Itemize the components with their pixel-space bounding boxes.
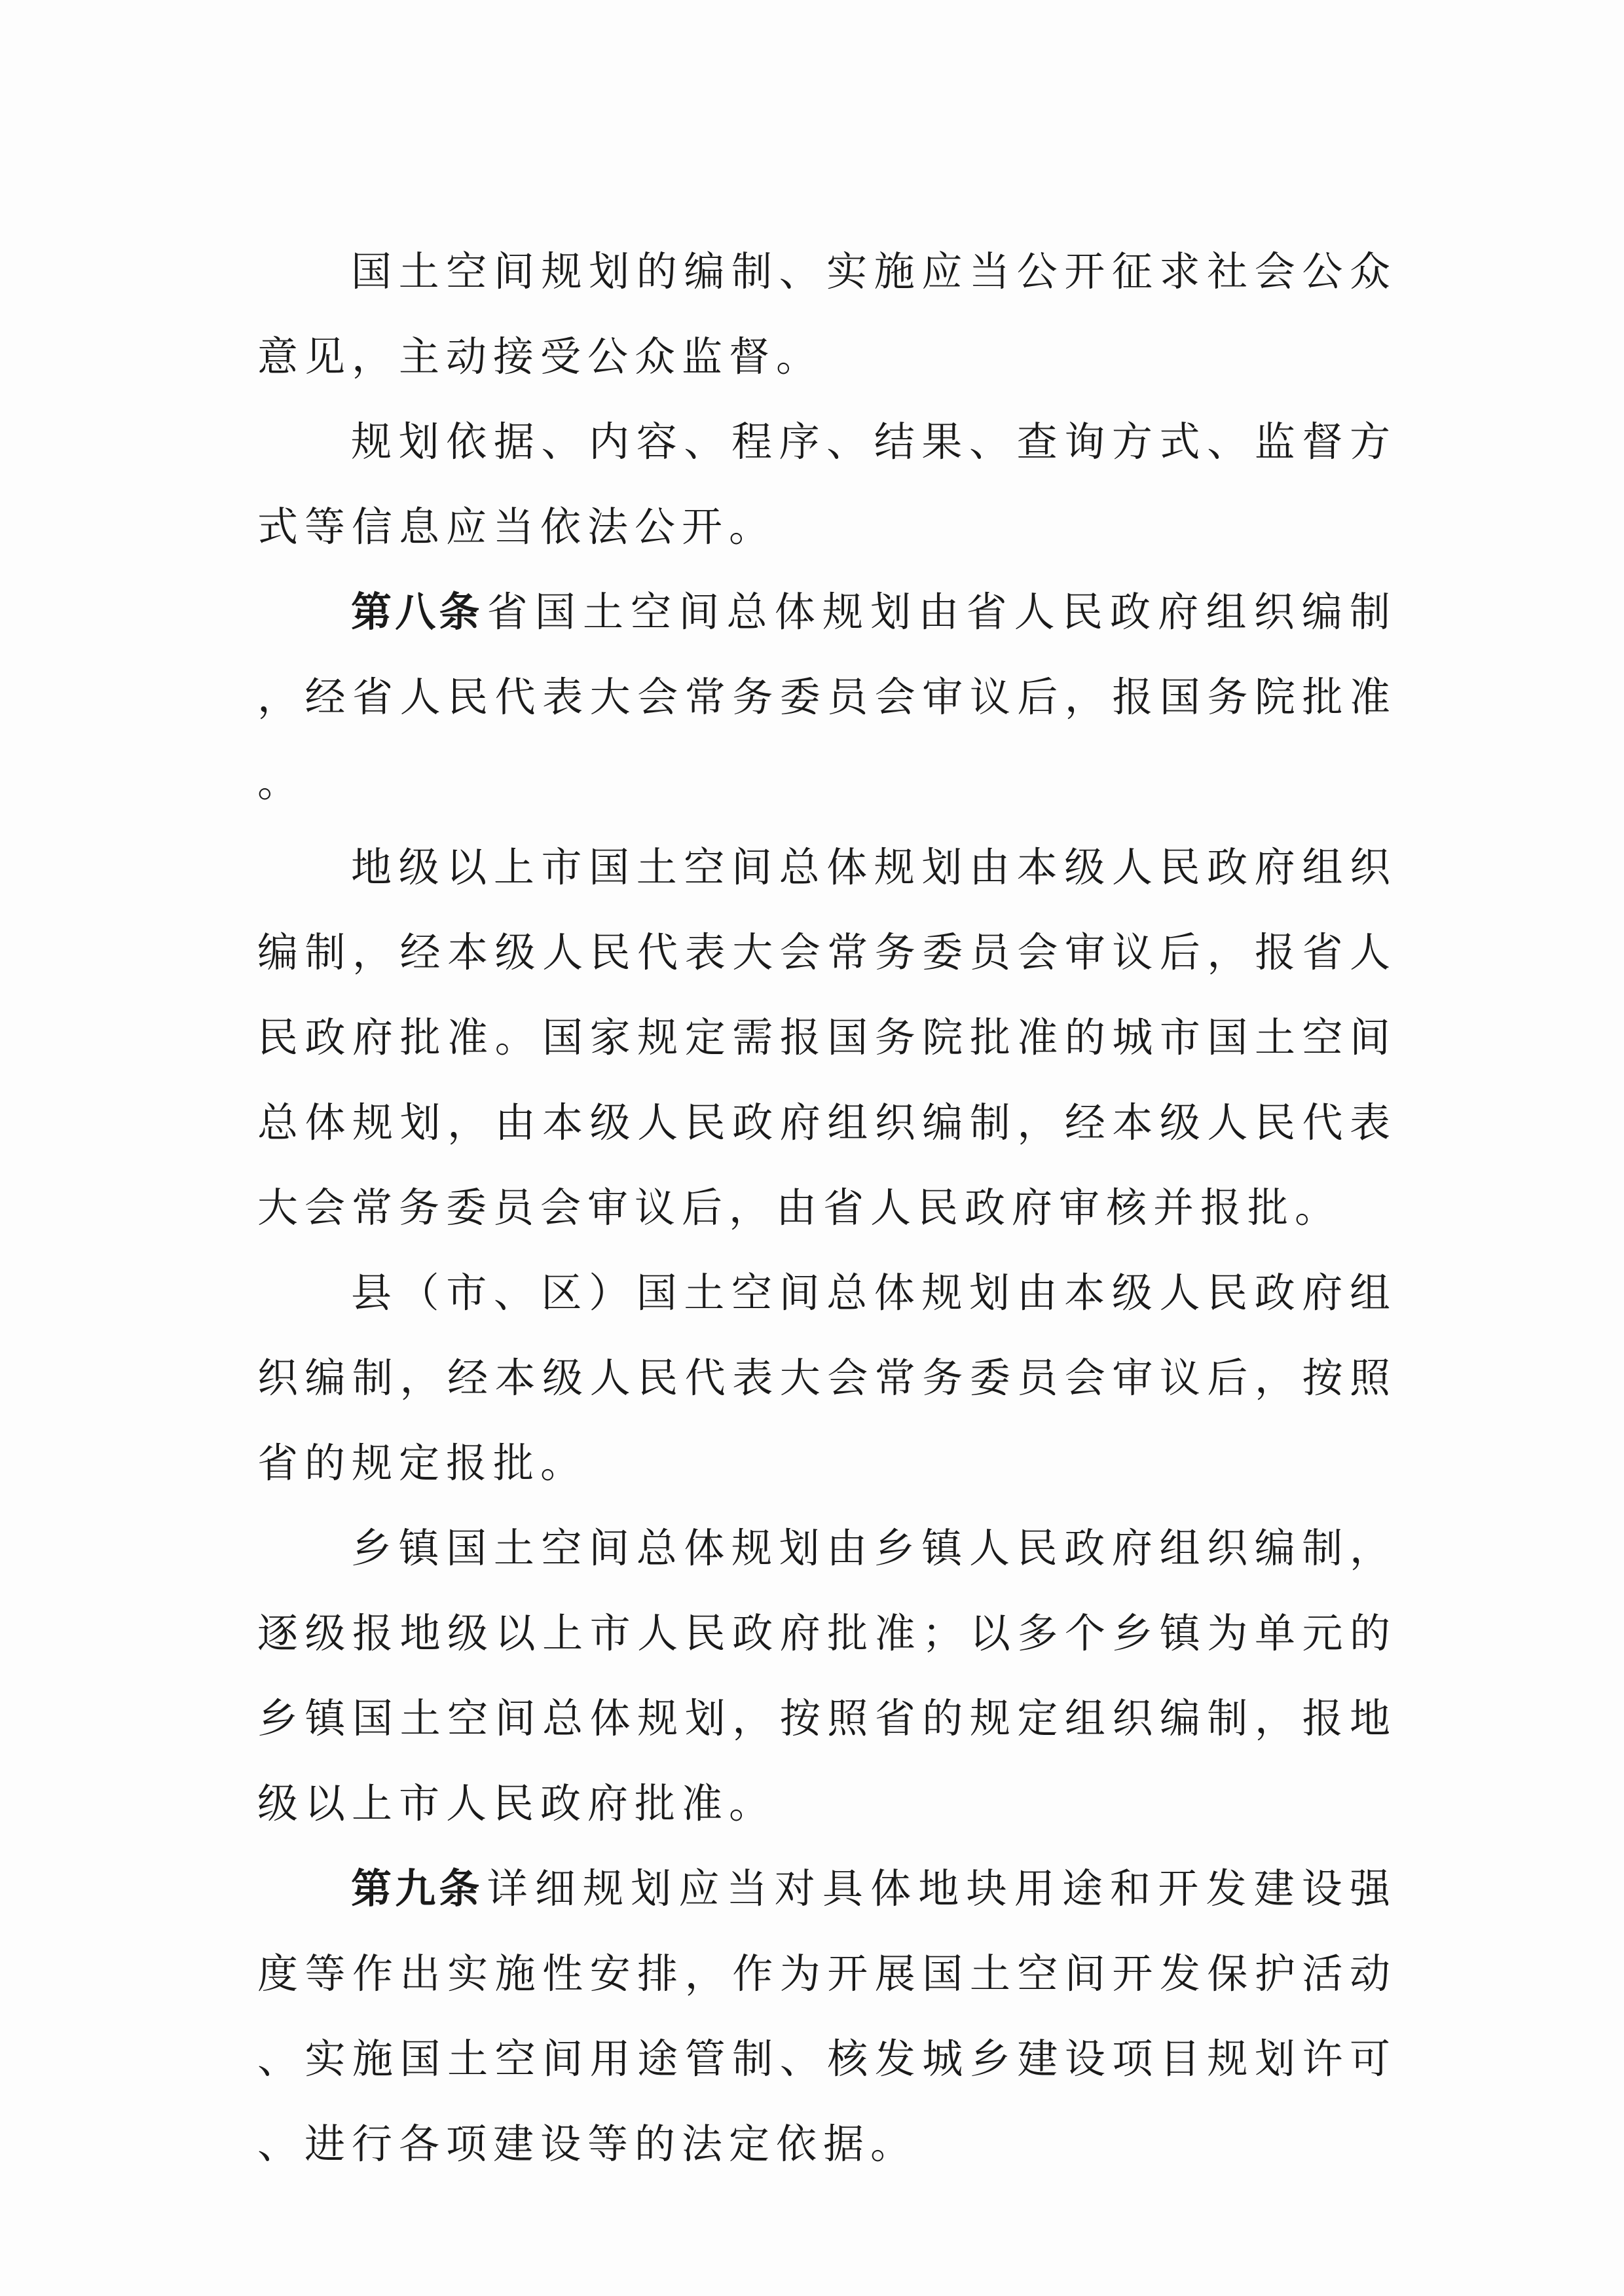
article-heading: 第八条 — [351, 588, 483, 636]
paragraph-text: 县（市、区）国土空间总体规划由本级人民政府组织编制，经本级人民代表大会常务委员会审议后，按照省的规定报批。 — [257, 1269, 1397, 1487]
paragraph-article-9 — [257, 1846, 1397, 2187]
paragraph-municipal-plan — [257, 825, 1397, 1250]
paragraph-information-disclosure — [257, 399, 1397, 570]
paragraph-text: 国土空间规划的编制、实施应当公开征求社会公众意见，主动接受公众监督。 — [257, 247, 1397, 380]
document-body — [257, 229, 1397, 2187]
article-heading: 第九条 — [351, 1865, 483, 1912]
paragraph-public-consultation — [257, 229, 1397, 399]
paragraph-text: 省国土空间总体规划由省人民政府组织编制，经省人民代表大会常务委员会审议后，报国务院批准。 — [257, 588, 1397, 806]
paragraph-township-plan — [257, 1506, 1397, 1846]
paragraph-article-8 — [257, 570, 1397, 825]
paragraph-text: 详细规划应当对具体地块用途和开发建设强度等作出实施性安排，作为开展国土空间开发保护活动、实施国土空间用途管制、核发城乡建设项目规划许可、进行各项建设等的法定依据。 — [257, 1865, 1397, 2168]
paragraph-text: 地级以上市国土空间总体规划由本级人民政府组织编制，经本级人民代表大会常务委员会审议后，报省人民政府批准。国家规定需报国务院批准的城市国土空间总体规划，由本级人民政府组织编制，经本级人民代表大会常务委员会审议后，由省人民政府审核并报批。 — [257, 843, 1397, 1231]
paragraph-text: 乡镇国土空间总体规划由乡镇人民政府组织编制，逐级报地级以上市人民政府批准；以多个乡镇为单元的乡镇国土空间总体规划，按照省的规定组织编制，报地级以上市人民政府批准。 — [257, 1524, 1397, 1827]
paragraph-text: 规划依据、内容、程序、结果、查询方式、监督方式等信息应当依法公开。 — [257, 418, 1397, 551]
paragraph-county-plan — [257, 1250, 1397, 1506]
